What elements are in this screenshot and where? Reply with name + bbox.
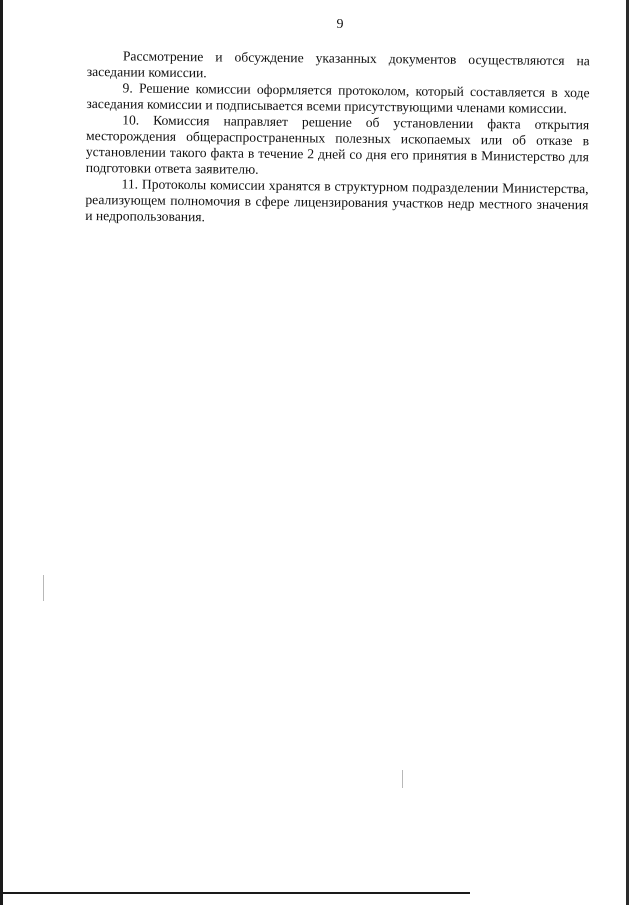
scan-artifact (402, 770, 403, 788)
scan-border-left (0, 0, 3, 905)
document-body (85, 48, 590, 229)
scan-border-bottom (0, 892, 470, 894)
scan-artifact (43, 575, 44, 601)
scan-border-right (626, 0, 629, 905)
paragraph-item-9: 9. Решение комиссии оформляется протоколом, который составляется в ходе заседания комиссии и подписывается всеми присутствующими членами комиссии. (86, 80, 590, 117)
paragraph-intro: Рассмотрение и обсуждение указанных документов осуществляются на заседании комиссии. (86, 48, 590, 81)
paragraph-item-10: 10. Комиссия направляет решение об установлении факта открытия месторождения общераспространенных полезных ископаемых или об отказе в установлении такого факта в течение 2 дней со дня его принятия в Министерство для подготовки ответа заявителю. (85, 112, 590, 177)
paragraph-item-11: 11. Протоколы комиссии хранятся в структурном подразделении Министерства, реализующем полномочия в сфере лицензирования участков недр местного значения и недропользования. (85, 176, 589, 225)
page-number: 9 (336, 17, 344, 32)
